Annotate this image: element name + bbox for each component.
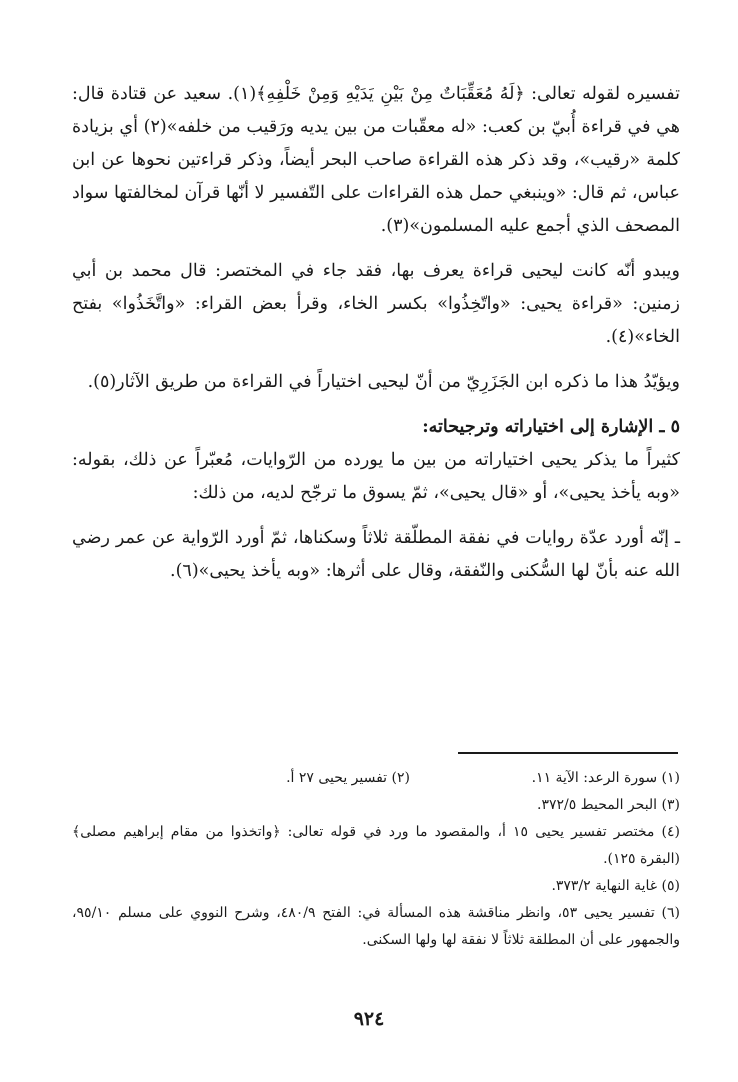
footnote-5: (٥) غاية النهاية ٣٧٣/٢.	[551, 878, 680, 894]
paragraph-2: ويبدو أنّه كانت ليحيى قراءة يعرف بها، فقد جاء في المختصر: قال محمد بن أبي زمنين: «قراءة يحيى: «واتّخِذُوا» بكسر الخاء، وقرأ بعض القراء: «واتَّخَذُوا» بفتح الخاء»(٤).	[72, 261, 680, 347]
main-text	[72, 78, 680, 600]
footnote-4: (٤) مختصر تفسير يحيى ١٥ أ، والمقصود ما ورد في قوله تعالى: ﴿واتخذوا من مقام إبراهيم مصلى﴾ (البقرة ١٢٥).	[72, 824, 680, 867]
footnote-6: (٦) تفسير يحيى ٥٣، وانظر مناقشة هذه المسألة في: الفتح ٤٨٠/٩، وشرح النووي على مسلم ٩٥/١٠، والجمهور على أن المطلقة ثلاثاً لا نفقة لها ولها السكنى.	[72, 905, 681, 948]
page-number: ٩٢٤	[353, 1008, 385, 1030]
paragraph-4: كثيراً ما يذكر يحيى اختياراته من بين ما يورده من الرّوايات، مُعبّراً عن ذلك، بقوله: «وبه يأخذ يحيى»، أو «قال يحيى»، ثمّ يسوق ما ترجّح لديه، من ذلك:	[72, 450, 680, 503]
paragraph-3: ويؤيّدُ هذا ما ذكره ابن الجَزَرِيّ من أنّ ليحيى اختياراً في القراءة من طريق الآثار(٥).	[87, 372, 680, 392]
footnotes	[72, 765, 680, 954]
footnote-1: (١) سورة الرعد: الآية ١١.	[531, 770, 680, 786]
paragraph-1: تفسيره لقوله تعالى: ﴿لَهُ مُعَقِّبَاتٌ مِنْ بَيْنِ يَدَيْهِ وَمِنْ خَلْفِهِ﴾(١). سعيد عن قتادة قال: هي في قراءة أُبيّ بن كعب: «له معقّبات من بين يديه ورَقيب من خلفه»(٢) أي بزيادة كلمة «رقيب»، وقد ذكر هذه القراءة صاحب البحر أيضاً، وذكر قراءتين نحوها عن ابن عباس، ثم قال: «وينبغي حمل هذه القراءات على التّفسير لا أنّها قرآن لمخالفتها سواد المصحف الذي أجمع عليه المسلمون»(٣).	[72, 84, 680, 236]
footnote-divider	[458, 752, 678, 754]
footnote-2: (٢) تفسير يحيى ٢٧ أ.	[286, 770, 410, 786]
footnote-3: (٣) البحر المحيط ٣٧٢/٥.	[536, 797, 680, 813]
footnote-row-1-2	[72, 765, 680, 792]
section-heading: ٥ ـ الإشارة إلى اختياراته وترجيحاته:	[422, 417, 680, 437]
paragraph-5: ـ إنّه أورد عدّة روايات في نفقة المطلّقة ثلاثاً وسكناها، ثمّ أورد الرّواية عن عمر رضي الله عنه بأنّ لها السُّكنى والنّفقة، وقال على أثرها: «وبه يأخذ يحيى»(٦).	[72, 528, 680, 581]
